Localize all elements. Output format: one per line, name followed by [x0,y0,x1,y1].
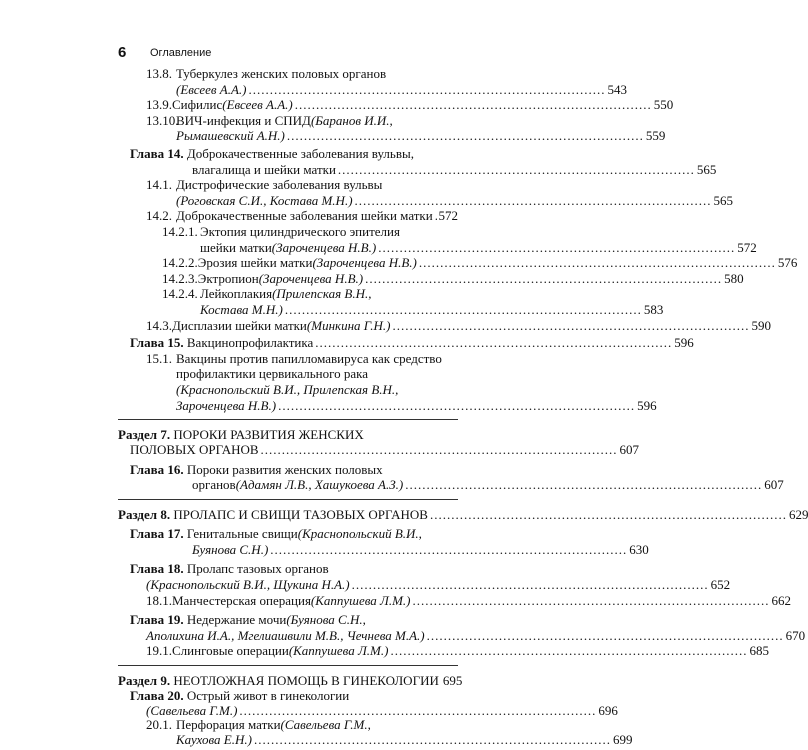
toc-entry-14-2-2: 14.2.2. Эрозия шейки матки (Зароченцева Н.В.) .................................................................................... 576 [162,255,798,271]
toc-chapter-15: Глава 15. Вакцинопрофилактика .................................................................................... 596 [130,335,694,351]
toc-entry-13-10-cont: Рымашевский А.Н.) .................................................................................... 559 [176,128,666,144]
toc-chapter-20-cont: (Савельева Г.М.) .................................................................................... 696 [146,702,618,718]
toc-entry-14-2-1: 14.2.1. Эктопия цилиндрического эпителия [162,223,400,239]
toc-chapter-16-cont: органов (Адамян Л.В., Хашукоева А.З.) .................................................................................... 607 [192,477,784,493]
toc-section-8: Раздел 8. ПРОЛАПС И СВИЩИ ТАЗОВЫХ ОРГАНОВ .................................................................................... 629 [118,506,808,522]
toc-entry-15-1: 15.1. Вакцины против папилломавируса как средство [146,350,442,366]
section-divider [118,419,458,420]
toc-chapter-14: Глава 14. Доброкачественные заболевания вульвы, [130,145,414,161]
toc-section-7: Раздел 7. ПОРОКИ РАЗВИТИЯ ЖЕНСКИХ [118,426,364,442]
toc-entry-14-2-4: 14.2.4. Лейкоплакия (Прилепская В.Н., [162,286,372,302]
toc-chapter-19: Глава 19. Недержание мочи (Буянова С.Н., [130,612,366,628]
toc-entry-14-1-cont: (Роговская С.И., Костава М.Н.) .................................................................................... 565 [176,192,734,208]
page-number: 6 [118,44,127,61]
toc-section-9: Раздел 9. НЕОТЛОЖНАЯ ПОМОЩЬ В ГИНЕКОЛОГИИ 695 [118,672,463,688]
toc-entry-14-1: 14.1. Дистрофические заболевания вульвы [146,177,383,193]
toc-chapter-18: Глава 18. Пролапс тазовых органов [130,561,329,577]
toc-entry-14-2-4-cont: Костава М.Н.) .................................................................................... 583 [200,301,664,317]
toc-entry-14-2-1-cont: шейки матки (Зароченцева Н.В.) .................................................................................... 572 [200,239,757,255]
toc-entry-14-3: 14.3. Дисплазии шейки матки (Минкина Г.Н.) .................................................................................... 590 [146,317,771,333]
toc-section-7-cont: ПОЛОВЫХ ОРГАНОВ .................................................................................... 607 [130,442,640,458]
toc-entry-14-2: 14.2. Доброкачественные заболевания шейки матки 572 [146,208,458,224]
section-divider [118,665,458,666]
toc-chapter-16: Глава 16. Пороки развития женских половых [130,461,383,477]
toc-entry-15-1-cont2: (Краснопольский В.И., Прилепская В.Н., [176,381,399,397]
toc-entry-15-1-cont1: профилактики цервикального рака [176,366,369,382]
toc-entry-15-1-cont3: Зароченцева Н.В.) .................................................................................... 596 [176,397,657,413]
toc-chapter-17-cont: Буянова С.Н.) .................................................................................... 630 [192,541,649,557]
toc-chapter-18-cont: (Краснопольский В.И., Щукина Н.А.) .................................................................................... 652 [146,576,731,592]
toc-entry-18-1: 18.1. Манчестерская операция (Каппушева Л.М.) .................................................................................... 662 [146,592,792,608]
toc-entry-13-8-cont: (Евсеев А.А.) .................................................................................... 543 [176,81,627,97]
toc-chapter-17: Глава 17. Генитальные свищи (Краснопольский В.И., [130,526,422,542]
toc-entry-20-1-cont: Каухова Е.Н.) .................................................................................... 699 [176,732,633,747]
toc-entry-13-10: 13.10. ВИЧ-инфекция и СПИД (Баранов И.И., [146,112,393,128]
section-divider [118,499,458,500]
toc-chapter-14-cont: влагалища и шейки матки .................................................................................... 565 [192,161,717,177]
toc-entry-13-9: 13.9. Сифилис (Евсеев А.А.) .................................................................................... 550 [146,97,674,113]
toc-entry-19-1: 19.1. Слинговые операции (Каппушева Л.М.) .................................................................................... 685 [146,643,769,659]
toc-entry-13-8: 13.8. Туберкулез женских половых органов [146,66,387,81]
toc-chapter-19-cont: Аполихина И.А., Мгелиашвили М.В., Чечнева М.А.) .................................................................................... 670 [146,627,806,643]
toc-entry-20-1: 20.1. Перфорация матки (Савельева Г.М., [146,717,371,733]
toc-chapter-20: Глава 20. Острый живот в гинекологии [130,688,350,704]
running-title: Оглавление [150,47,212,59]
toc-entry-14-2-3: 14.2.3. Эктропион (Зароченцева Н.В.) .................................................................................... 580 [162,270,744,286]
